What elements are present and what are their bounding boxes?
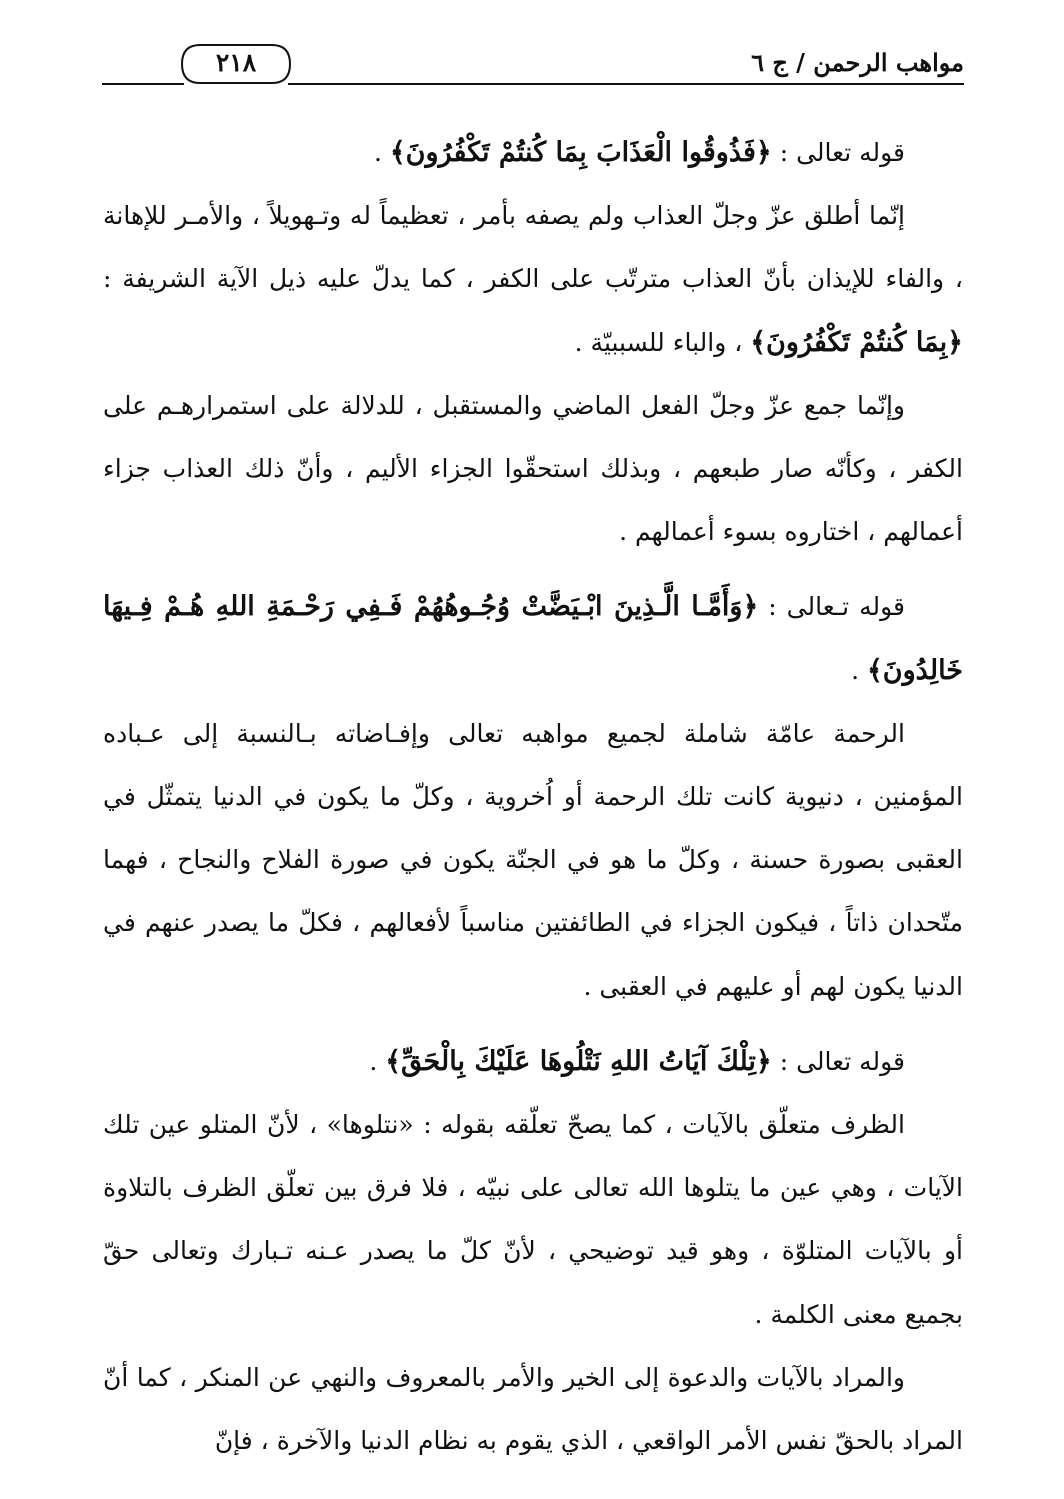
quran-verse: ﴿وَأَمَّـا الَّـذِينَ ابْـيَضَّتْ وُجُـوهُهُمْ فَـفِي رَحْـمَةِ اللهِ هُـمْ فِـيهَا خَالِدُونَ﴾ bbox=[103, 591, 963, 686]
verse-tail: . bbox=[851, 655, 867, 685]
paragraph-8: والمراد بالآيات والدعوة إلى الخير والأمر بالمعروف والنهي عن المنكر ، كما أنّ المراد بالحقّ نفس الأمر الواقعي ، الذي يقوم به نظام الدنيا والآخرة ، فإنّ bbox=[103, 1362, 963, 1456]
running-header bbox=[102, 40, 964, 96]
paragraph-3: وإنّما جمع عزّ وجلّ الفعل الماضي والمستقبل ، للدلالة على استمرارهـم على الكفر ، وكأنّه صار طبعهم ، وبذلك استحقّوا الجزاء الأليم ، وأنّ ذلك العذاب جزاء أعمالهم ، اختاروه بسوء أعمالهم . bbox=[103, 390, 963, 547]
verse-heading-2 bbox=[103, 575, 963, 701]
quran-verse: ﴿فَذُوقُوا الْعَذَابَ بِمَا كُنتُمْ تَكْفُرُونَ﴾ bbox=[389, 137, 772, 168]
verse-lead: قوله تعالى : bbox=[771, 138, 905, 167]
book-title: مواهب الرحمن / ج ٦ bbox=[751, 48, 964, 77]
verse-lead: قوله تعالى : bbox=[771, 1046, 905, 1076]
paragraph-2 bbox=[103, 184, 963, 374]
main-text bbox=[103, 121, 963, 1472]
verse-tail: . bbox=[369, 1046, 386, 1076]
quran-verse: ﴿بِمَا كُنتُمْ تَكْفُرُونَ﴾ bbox=[750, 326, 963, 358]
paragraph-text: ، والباء للسببيّة . bbox=[574, 327, 751, 357]
quran-verse: ﴿تِلْكَ آيَاتُ اللهِ نَتْلُوهَا عَلَيْكَ بِالْحَقِّ﴾ bbox=[385, 1045, 772, 1077]
verse-lead: قوله تـعالى : bbox=[758, 592, 905, 622]
paragraph-5: الرحمة عامّة شاملة لجميع مواهبه تعالى وإفـاضاته بـالنسبة إلى عـباده المؤمنين ، دنيوية كانت تلك الرحمة أو اُخروية ، وكلّ ما يكون في الدنيا يتمثّل في العقبى بصورة حسنة ، وكلّ ما هو في الجنّة يكون في صورة الفلاح والنجاح ، فهما متّحدان ذاتاً ، فيكون الجزاء في الطائفتين مناسباً لأفعالهم ، فكلّ ما يصدر عنهم في الدنيا يكون لهم أو عليهم في العقبى . bbox=[103, 718, 963, 1001]
paragraph-7: الظرف متعلّق بالآيات ، كما يصحّ تعلّقه بقوله : «نتلوها» ، لأنّ المتلو عين تلك الآيات ، وهي عين ما يتلوها الله تعالى على نبيّه ، فلا فرق بين تعلّق الظرف بالتلاوة أو بالآيات المتلوّة ، وهو قيد توضيحي ، لأنّ كلّ ما يصدر عـنه تـبارك وتعالى حقّ بجميع معنى الكلمة . bbox=[103, 1110, 963, 1329]
paragraph-text: إنّما أطلق عزّ وجلّ العذاب ولم يصفه بأمر ، تعظيماً له وتـهويلاً ، والأمـر للإهانة ، والفاء للإيذان بأنّ العذاب مترتّب على الكفر ، كما يدلّ عليه ذيل الآية الشريفة : bbox=[103, 201, 963, 294]
verse-heading-1 bbox=[103, 121, 963, 184]
verse-tail: . bbox=[373, 138, 390, 167]
verse-heading-3 bbox=[103, 1030, 963, 1093]
page-number: ٢١٨ bbox=[215, 48, 257, 77]
page-number-frame bbox=[180, 42, 292, 86]
